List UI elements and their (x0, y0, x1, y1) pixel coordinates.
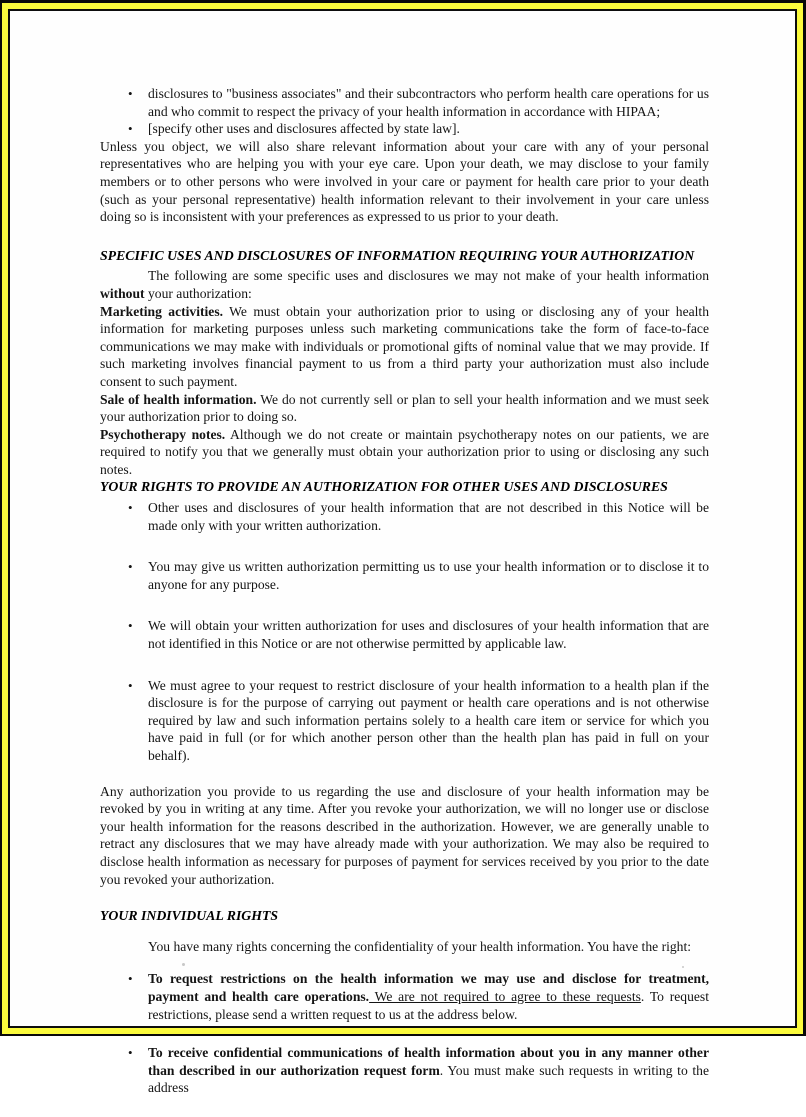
paragraph-lead: Psychotherapy notes. (100, 426, 226, 442)
heading-specific-uses: SPECIFIC USES AND DISCLOSURES OF INFORMATION REQUIRING YOUR AUTHORIZATION (100, 247, 695, 263)
paragraph-text: The following are some specific uses and disclosures we may not make of your health information (148, 268, 709, 284)
bullet-text: [specify other uses and disclosures affected by state law]. (148, 121, 460, 137)
paragraph-marketing-activities (100, 303, 709, 391)
rights-bullet-list (100, 499, 709, 765)
paragraph-lead: Marketing activities. (100, 303, 224, 319)
scan-speck (182, 963, 185, 966)
paragraph-text: We must obtain your authorization prior to using or disclosing any of your health information for marketing purposes unless such marketing communications take the form of face-to-face communications we may make with individuals or promotional gifts of nominal value that we may provide. If such marketing involves financial payment to us from a third party your authorization must also include consent to such payment. (100, 303, 709, 389)
bullet-marker: • (128, 971, 133, 987)
bullet-marker: • (128, 86, 133, 101)
scan-border-yellow (2, 3, 803, 1096)
paragraph-text: your authorization: (144, 285, 252, 301)
paragraph-revoke-authorization: Any authorization you provide to us regarding the use and disclosure of your health information may be revoked by you in writing at any time. After you revoke your authorization, we will no longer use or disclose your health information for the reasons described in the authorization. However, we are generally unable to retract any disclosures that we may have already made with your authorization. We may also be required to disclose health information as necessary for purposes of payment for services received by you prior to the date you revoked your authorization. (100, 783, 709, 887)
paragraph-text: Although we do not create or maintain psychotherapy notes on our patients, we are required to notify you that we generally must obtain your authorization prior to using or disclosing any such notes. (100, 426, 709, 477)
paragraph-following (100, 267, 709, 302)
list-item (100, 558, 709, 593)
bullet-text: We will obtain your written authorization for uses and disclosures of your health information that are not identified in this Notice or are not otherwise permitted by applicable law. (148, 618, 709, 652)
bullet-marker: • (128, 559, 133, 575)
bullet-text: Other uses and disclosures of your health information that are not described in this Notice will be made only with your written authorization. (148, 500, 709, 533)
list-item (100, 85, 709, 120)
paragraph-many-rights: You have many rights concerning the confidentiality of your health information. You have the right: (148, 938, 692, 954)
bullet-text: We must agree to your request to restrict disclosure of your health information to a health plan if the disclosure is for the purpose of carrying out payment or health care operations and is not otherwise required by law and such information pertains solely to a health care item or service for which you have paid in full (or for which another person other than the health plan has paid in full on your behalf). (148, 677, 709, 763)
bullet-marker: • (128, 677, 133, 693)
scan-speck (682, 966, 684, 968)
intro-bullet-list (100, 85, 709, 138)
list-item (100, 617, 709, 652)
bullet-marker: • (128, 618, 133, 634)
paragraph-lead: Sale of health information. (100, 391, 257, 407)
bullet-text: disclosures to "business associates" and their subcontractors who perform health care operations for us and who commit to respect the privacy of your health information in accordance with HIPAA; (148, 86, 709, 119)
heading-your-individual-rights: YOUR INDIVIDUAL RIGHTS (100, 908, 279, 924)
list-item (100, 1044, 709, 1097)
document-page (8, 9, 797, 1096)
bullet-text: . To request restrictions, please send a written request to us at the address below. (148, 988, 709, 1022)
paragraph-unless-you-object: Unless you object, we will also share relevant information about your care with any of your personal representatives who are helping you with your eye care. Upon your death, we may disclose to your family members or to other persons who were involved in your care or payment for health care prior to your death (such as your personal representative) health information relevant to their involvement in your care unless doing so is inconsistent with your preferences as expressed to us prior to your death. (100, 138, 709, 225)
bullet-lead: To receive confidential communications of health information about you in any manner other than described in our authorization request form (148, 1045, 709, 1078)
bullet-text: You may give us written authorization permitting us to use your health information or to disclose it to anyone for any purpose. (148, 559, 709, 592)
paragraph-sale-of-health-information (100, 391, 709, 426)
bullet-marker: • (128, 121, 133, 137)
bullet-marker: • (128, 1045, 133, 1061)
individual-rights-bullet-list (100, 970, 709, 1097)
list-item (100, 677, 709, 765)
list-item (100, 499, 709, 534)
paragraph-psychotherapy-notes (100, 426, 709, 479)
bullet-lead: To request restrictions on the health information we may use and disclose for treatment, payment and health care operations. (148, 971, 709, 1004)
bullet-marker: • (128, 500, 133, 516)
list-item (100, 120, 709, 138)
bullet-text: . You must make such requests in writing to the address (148, 1062, 710, 1096)
heading-your-rights-authorization: YOUR RIGHTS TO PROVIDE AN AUTHORIZATION FOR OTHER USES AND DISCLOSURES (100, 479, 668, 495)
bold-word-without: without (100, 285, 145, 301)
list-item (100, 970, 709, 1023)
document-content (10, 11, 795, 1117)
paragraph-text: We do not currently sell or plan to sell your health information and we must seek your authorization prior to doing so. (100, 391, 709, 425)
underlined-text: We are not required to agree to these requests (369, 988, 641, 1004)
